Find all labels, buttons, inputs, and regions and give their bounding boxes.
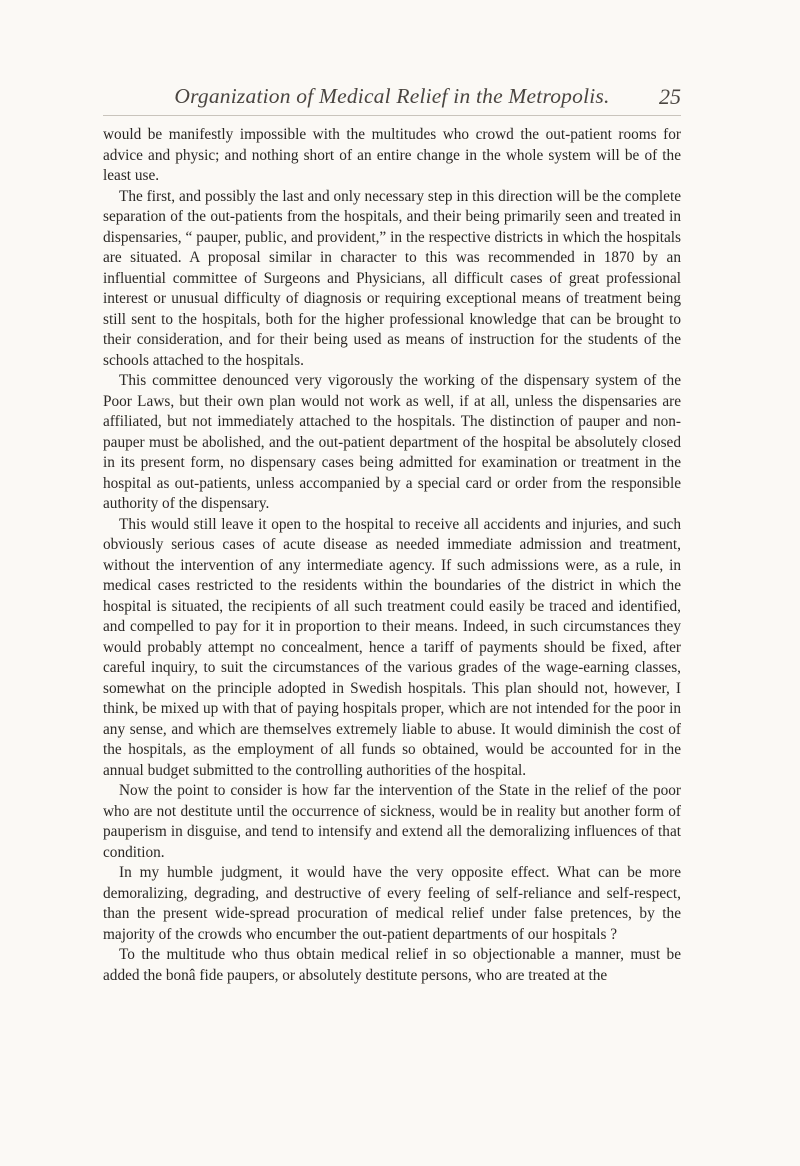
paragraph: Now the point to consider is how far the intervention of the State in the relief of the poor who are not destitute until the occurrence of sickness, would be in reality but another form of pauperism in disguise, and tend to intensify and extend all the demoralizing influences of that condition. [103, 782, 681, 861]
paragraph: In my humble judgment, it would have the very opposite effect. What can be more demoralizing, degrading, and destructive of every feeling of self-reliance and self-respect, than the present wide-spread procuration of medical relief under false pretences, by the majority of the crowds who encumber the out-patient departments of our hospitals ? [103, 864, 681, 943]
running-title: Organization of Medical Relief in the Metropolis. [174, 84, 610, 108]
paragraph: The first, and possibly the last and only necessary step in this direction will be the complete separation of the out-patients from the hospitals, and their being primarily seen and treated in dispensaries, “ pauper, public, and provident,” in the respective districts in which the hospitals are situated. A proposal similar in character to this was recommended in 1870 by an influential committee of Surgeons and Physicians, all difficult cases of great professional interest or unusual difficulty of diagnosis or requiring exceptional means of treatment being still sent to the hospitals, both for the higher professional knowledge that can be brought to their consideration, and for their being used as means of instruction for the students of the schools attached to the hospitals. [103, 187, 681, 369]
header-rule [103, 115, 681, 116]
running-head [103, 82, 681, 114]
body-text [103, 125, 681, 986]
paragraph: This committee denounced very vigorously the working of the dispensary system of the Poor Laws, but their own plan would not work as well, if at all, unless the dispensaries are affiliated, but not immediately attached to the hospitals. The distinction of pauper and non-pauper must be abolished, and the out-patient department of the hospital be absolutely closed in its present form, no dispensary cases being admitted for examination or treatment in the hospital as out-patients, unless accompanied by a special card or order from the responsible authority of the dispensary. [103, 372, 681, 512]
paragraph: would be manifestly impossible with the multitudes who crowd the out-patient rooms for advice and physic; and nothing short of an entire change in the whole system will be of the least use. [103, 126, 681, 184]
paragraph: This would still leave it open to the hospital to receive all accidents and injuries, and such obviously serious cases of acute disease as needed immediate admission and treatment, without the intervention of any intermediate agency. If such admissions were, as a rule, in medical cases restricted to the residents within the boundaries of the district in which the hospital is situated, the recipients of all such treatment could easily be traced and identified, and compelled to pay for it in proportion to their means. Indeed, in such circumstances they would probably attempt no concealment, hence a tariff of payments should be fixed, after careful inquiry, to suit the circumstances of the various grades of the wage-earning classes, somewhat on the principle adopted in Swedish hospitals. This plan should not, however, I think, be mixed up with that of paying hospitals proper, which are not intended for the poor in any sense, and which are themselves extremely liable to abuse. It would diminish the cost of the hospitals, as the employment of all funds so obtained, would be accounted for in the annual budget submitted to the controlling authorities of the hospital. [103, 515, 681, 779]
page-number: 25 [659, 84, 681, 109]
paragraph: To the multitude who thus obtain medical relief in so objectionable a manner, must be added the bonâ fide paupers, or absolutely destitute persons, who are treated at the [103, 946, 681, 984]
